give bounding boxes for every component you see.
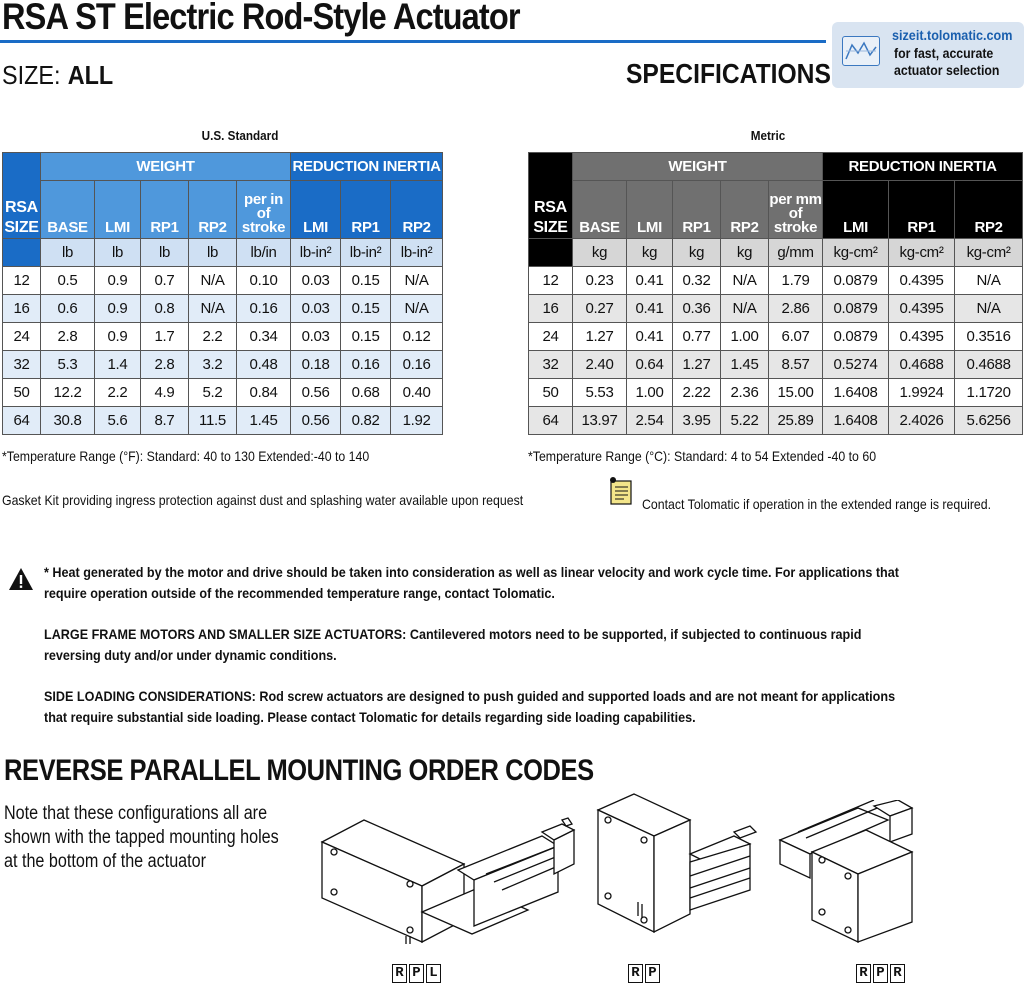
code-letter: R: [890, 964, 905, 983]
value-cell: 1.00: [627, 379, 673, 407]
value-cell: 0.56: [291, 379, 341, 407]
value-cell: 1.1720: [955, 379, 1023, 407]
table-row: [529, 295, 1023, 323]
value-cell: 2.54: [627, 407, 673, 435]
value-cell: 5.22: [721, 407, 769, 435]
value-cell: 1.00: [721, 323, 769, 351]
col-header: RP2: [721, 181, 769, 239]
unit-cell: lb-in²: [341, 239, 391, 267]
table-row: [3, 267, 443, 295]
value-cell: 0.68: [341, 379, 391, 407]
unit-cell: lb/in: [237, 239, 291, 267]
value-cell: 0.32: [673, 267, 721, 295]
metric-table-body: [529, 267, 1023, 435]
value-cell: 0.18: [291, 351, 341, 379]
value-cell: 0.27: [573, 295, 627, 323]
value-cell: 0.9: [95, 323, 141, 351]
order-code-rpr: [856, 964, 905, 983]
value-cell: 0.7: [141, 267, 189, 295]
value-cell: 0.3516: [955, 323, 1023, 351]
value-cell: 0.4688: [889, 351, 955, 379]
unit-cell: kg-cm²: [823, 239, 889, 267]
weight-group-header: WEIGHT: [573, 153, 823, 181]
col-header: LMI: [823, 181, 889, 239]
code-letter: P: [873, 964, 888, 983]
page-title: RSA ST Electric Rod-Style Actuator: [2, 0, 520, 37]
table-row: [529, 407, 1023, 435]
value-cell: N/A: [391, 267, 443, 295]
value-cell: 0.4688: [955, 351, 1023, 379]
table-row: [529, 323, 1023, 351]
size-cell: 32: [529, 351, 573, 379]
value-cell: 1.6408: [823, 407, 889, 435]
col-header: RP2: [189, 181, 237, 239]
size-cell: 32: [3, 351, 41, 379]
value-cell: 25.89: [769, 407, 823, 435]
value-cell: 1.92: [391, 407, 443, 435]
gasket-note: Gasket Kit providing ingress protection against dust and splashing water available upon request: [2, 492, 524, 508]
value-cell: 2.2: [95, 379, 141, 407]
value-cell: 1.4: [95, 351, 141, 379]
value-cell: 2.2: [189, 323, 237, 351]
unit-cell: kg: [673, 239, 721, 267]
col-header: LMI: [627, 181, 673, 239]
value-cell: 0.10: [237, 267, 291, 295]
code-letter: R: [392, 964, 407, 983]
code-letter: P: [409, 964, 424, 983]
code-letter: R: [856, 964, 871, 983]
sizeit-callout[interactable]: [832, 22, 1024, 88]
units-row: [529, 239, 1023, 267]
value-cell: N/A: [955, 267, 1023, 295]
section-title: SPECIFICATIONS: [626, 58, 831, 89]
unit-cell: g/mm: [769, 239, 823, 267]
table-row: [3, 407, 443, 435]
value-cell: 8.7: [141, 407, 189, 435]
units-row: [3, 239, 443, 267]
table-row: [3, 295, 443, 323]
unit-cell: lb-in²: [391, 239, 443, 267]
value-cell: 15.00: [769, 379, 823, 407]
value-cell: N/A: [721, 267, 769, 295]
unit-cell: lb: [95, 239, 141, 267]
value-cell: 0.0879: [823, 323, 889, 351]
value-cell: 4.9: [141, 379, 189, 407]
heat-warning: * Heat generated by the motor and drive should be taken into consideration as well as linear velocity and work cycle time. For applications that require operation outside of the recommended temperature range, contact Tolomatic.: [44, 564, 899, 601]
value-cell: 0.56: [291, 407, 341, 435]
metric-spec-table: [528, 152, 1023, 435]
notepad-icon: [608, 476, 634, 506]
size-header-cont: [3, 239, 41, 267]
value-cell: 2.8: [141, 351, 189, 379]
value-cell: 1.7: [141, 323, 189, 351]
size-cell: 12: [3, 267, 41, 295]
value-cell: 1.27: [673, 351, 721, 379]
value-cell: 6.07: [769, 323, 823, 351]
value-cell: N/A: [721, 295, 769, 323]
col-header: per in of stroke: [237, 181, 291, 239]
size-value: ALL: [67, 60, 114, 90]
value-cell: 1.27: [573, 323, 627, 351]
table-row: [3, 323, 443, 351]
value-cell: 0.16: [341, 351, 391, 379]
size-cell: 50: [3, 379, 41, 407]
value-cell: 0.5274: [823, 351, 889, 379]
value-cell: 0.6: [41, 295, 95, 323]
value-cell: 0.15: [341, 267, 391, 295]
unit-cell: kg: [627, 239, 673, 267]
value-cell: 2.86: [769, 295, 823, 323]
value-cell: 3.95: [673, 407, 721, 435]
value-cell: 0.15: [341, 295, 391, 323]
value-cell: 0.36: [673, 295, 721, 323]
value-cell: 0.16: [237, 295, 291, 323]
value-cell: 0.03: [291, 295, 341, 323]
unit-cell: lb: [141, 239, 189, 267]
value-cell: N/A: [189, 267, 237, 295]
col-header: per mm of stroke: [769, 181, 823, 239]
value-cell: 0.23: [573, 267, 627, 295]
col-header: BASE: [573, 181, 627, 239]
value-cell: 0.12: [391, 323, 443, 351]
unit-cell: lb: [189, 239, 237, 267]
unit-cell: kg-cm²: [955, 239, 1023, 267]
size-cell: 12: [529, 267, 573, 295]
value-cell: 0.03: [291, 323, 341, 351]
value-cell: 1.9924: [889, 379, 955, 407]
unit-cell: kg: [721, 239, 769, 267]
warning-icon: [8, 567, 34, 596]
size-cell: 16: [529, 295, 573, 323]
value-cell: 5.6: [95, 407, 141, 435]
value-cell: 0.41: [627, 267, 673, 295]
order-code-rp: [628, 964, 660, 983]
value-cell: 13.97: [573, 407, 627, 435]
value-cell: 0.48: [237, 351, 291, 379]
sizeit-link[interactable]: sizeit.tolomatic.com: [892, 27, 1013, 43]
chart-icon: [842, 36, 880, 66]
weight-group-header: WEIGHT: [41, 153, 291, 181]
col-header: BASE: [41, 181, 95, 239]
value-cell: 0.4395: [889, 295, 955, 323]
value-cell: 0.03: [291, 267, 341, 295]
size-header-cont: [529, 239, 573, 267]
value-cell: 0.8: [141, 295, 189, 323]
title-rule: [0, 40, 826, 43]
col-header: RP1: [889, 181, 955, 239]
col-header: RP2: [391, 181, 443, 239]
large-frame-warning: LARGE FRAME MOTORS AND SMALLER SIZE ACTUATORS: Cantilevered motors need to be supported, if subjected to continuous rapid reversing duty and/or under dynamic conditions.: [44, 626, 862, 663]
value-cell: 0.0879: [823, 295, 889, 323]
value-cell: 0.41: [627, 323, 673, 351]
actuator-rpr-illustration: [778, 800, 918, 946]
metric-table-caption: Metric: [750, 128, 786, 143]
inertia-group-header: REDUCTION INERTIA: [823, 153, 1023, 181]
value-cell: 2.8: [41, 323, 95, 351]
size-cell: 50: [529, 379, 573, 407]
table-row: [529, 267, 1023, 295]
table-row: [529, 379, 1023, 407]
sizeit-text-2: actuator selection: [894, 62, 1000, 78]
value-cell: 1.6408: [823, 379, 889, 407]
value-cell: 1.79: [769, 267, 823, 295]
size-cell: 16: [3, 295, 41, 323]
value-cell: N/A: [955, 295, 1023, 323]
us-temperature-note: *Temperature Range (°F): Standard: 40 to 130 Extended:-40 to 140: [2, 448, 370, 464]
size-cell: 24: [529, 323, 573, 351]
value-cell: 5.3: [41, 351, 95, 379]
value-cell: 0.9: [95, 295, 141, 323]
us-table-body: [3, 267, 443, 435]
us-spec-table: [2, 152, 443, 435]
col-header: RP1: [673, 181, 721, 239]
metric-temperature-note: *Temperature Range (°C): Standard: 4 to 54 Extended -40 to 60: [528, 448, 877, 464]
value-cell: 2.22: [673, 379, 721, 407]
code-letter: R: [628, 964, 643, 983]
col-header: LMI: [291, 181, 341, 239]
value-cell: 0.84: [237, 379, 291, 407]
col-header: RP2: [955, 181, 1023, 239]
mounting-note: Note that these configurations all are shown with the tapped mounting holes at the bottom of the actuator: [4, 803, 279, 872]
col-header: RP1: [341, 181, 391, 239]
value-cell: 0.4395: [889, 267, 955, 295]
table-row: [3, 351, 443, 379]
size-label: SIZE:: [2, 60, 61, 90]
size-header: RSA SIZE: [529, 153, 573, 239]
table-row: [3, 379, 443, 407]
side-loading-warning: SIDE LOADING CONSIDERATIONS: Rod screw actuators are designed to push guided and supported loads and are not meant for applications that require substantial side loading. Please contact Tolomatic for details regarding side loading capabilities.: [44, 688, 896, 725]
code-letter: P: [645, 964, 660, 983]
value-cell: 1.45: [721, 351, 769, 379]
col-header: LMI: [95, 181, 141, 239]
value-cell: 0.9: [95, 267, 141, 295]
unit-cell: kg: [573, 239, 627, 267]
col-header: RP1: [141, 181, 189, 239]
value-cell: 0.5: [41, 267, 95, 295]
value-cell: 2.36: [721, 379, 769, 407]
value-cell: 2.40: [573, 351, 627, 379]
size-line: [2, 60, 113, 91]
value-cell: 3.2: [189, 351, 237, 379]
actuator-rpl-illustration: [318, 812, 580, 946]
unit-cell: lb-in²: [291, 239, 341, 267]
code-letter: L: [426, 964, 441, 983]
value-cell: 0.82: [341, 407, 391, 435]
value-cell: 8.57: [769, 351, 823, 379]
value-cell: 11.5: [189, 407, 237, 435]
value-cell: 0.34: [237, 323, 291, 351]
sizeit-text-1: for fast, accurate: [894, 45, 994, 61]
value-cell: 0.4395: [889, 323, 955, 351]
mounting-title: REVERSE PARALLEL MOUNTING ORDER CODES: [4, 754, 594, 787]
us-table-caption: U.S. Standard: [201, 128, 279, 143]
order-code-rpl: [392, 964, 441, 983]
size-cell: 64: [529, 407, 573, 435]
unit-cell: lb: [41, 239, 95, 267]
value-cell: 5.2: [189, 379, 237, 407]
actuator-rp-illustration: [594, 792, 758, 942]
value-cell: 0.15: [341, 323, 391, 351]
contact-note: Contact Tolomatic if operation in the extended range is required.: [642, 496, 992, 512]
size-header: RSA SIZE: [3, 153, 41, 239]
value-cell: 0.16: [391, 351, 443, 379]
value-cell: 1.45: [237, 407, 291, 435]
value-cell: 0.40: [391, 379, 443, 407]
value-cell: 5.53: [573, 379, 627, 407]
value-cell: N/A: [189, 295, 237, 323]
value-cell: 2.4026: [889, 407, 955, 435]
size-cell: 64: [3, 407, 41, 435]
value-cell: 0.64: [627, 351, 673, 379]
value-cell: N/A: [391, 295, 443, 323]
size-cell: 24: [3, 323, 41, 351]
value-cell: 0.41: [627, 295, 673, 323]
table-row: [529, 351, 1023, 379]
unit-cell: kg-cm²: [889, 239, 955, 267]
value-cell: 0.0879: [823, 267, 889, 295]
value-cell: 30.8: [41, 407, 95, 435]
value-cell: 0.77: [673, 323, 721, 351]
value-cell: 12.2: [41, 379, 95, 407]
value-cell: 5.6256: [955, 407, 1023, 435]
inertia-group-header: REDUCTION INERTIA: [291, 153, 443, 181]
